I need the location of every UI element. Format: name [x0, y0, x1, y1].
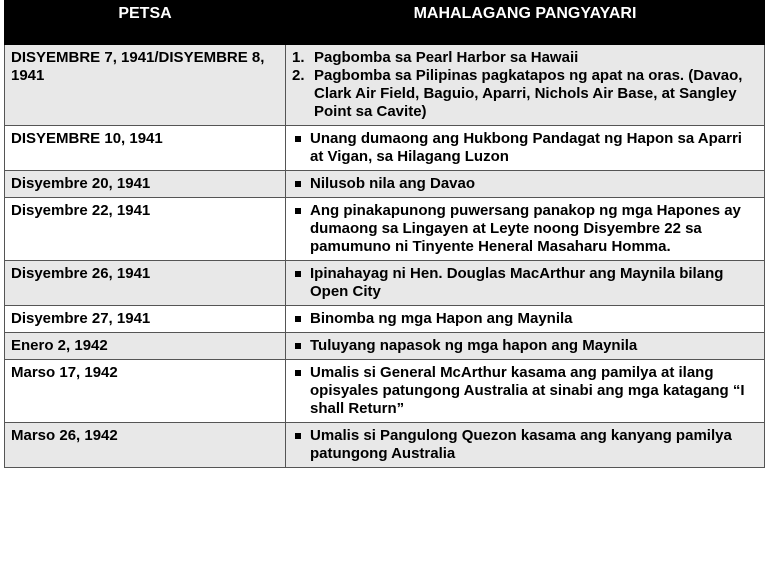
event-text: Ang pinakapunong puwersang panakop ng mga Hapones ay dumaong sa Lingayen at Leyte noong Disyembre 22 sa pamumuno ni Tinyente Heneral Masaharu Homma.	[310, 202, 741, 255]
event-text: Binomba ng mga Hapon ang Maynila	[310, 310, 573, 327]
event-item	[292, 202, 759, 256]
date-cell: Disyembre 20, 1941	[5, 171, 286, 198]
table-row	[5, 360, 765, 423]
event-list	[292, 202, 759, 256]
event-item	[292, 130, 759, 166]
event-list	[292, 337, 759, 355]
event-list	[292, 130, 759, 166]
event-item	[292, 67, 759, 121]
event-text: Pagbomba sa Pilipinas pagkatapos ng apat na oras. (Davao, Clark Air Field, Baguio, Aparri, Nichols Air Base, at Sangley Point sa Cavite)	[314, 67, 743, 120]
event-list	[292, 427, 759, 463]
table-row	[5, 333, 765, 360]
event-item	[292, 364, 759, 418]
event-cell	[286, 333, 765, 360]
event-cell	[286, 45, 765, 126]
event-cell	[286, 306, 765, 333]
event-text: Unang dumaong ang Hukbong Pandagat ng Hapon sa Aparri at Vigan, sa Hilagang Luzon	[310, 130, 742, 165]
date-cell: Marso 26, 1942	[5, 423, 286, 468]
event-item	[292, 427, 759, 463]
event-list	[292, 265, 759, 301]
table-row	[5, 45, 765, 126]
header-event: MAHALAGANG PANGYAYARI	[286, 1, 765, 45]
event-text: Pagbomba sa Pearl Harbor sa Hawaii	[314, 49, 579, 66]
table-row	[5, 198, 765, 261]
event-number: 1.	[292, 49, 305, 66]
event-cell	[286, 360, 765, 423]
table-row	[5, 126, 765, 171]
date-cell: Disyembre 22, 1941	[5, 198, 286, 261]
date-cell: Marso 17, 1942	[5, 360, 286, 423]
table-row	[5, 261, 765, 306]
event-list	[292, 364, 759, 418]
table-header	[5, 1, 765, 45]
event-list	[292, 175, 759, 193]
header-row	[5, 1, 765, 45]
date-cell: Enero 2, 1942	[5, 333, 286, 360]
event-cell	[286, 171, 765, 198]
event-text: Umalis si Pangulong Quezon kasama ang kanyang pamilya patungong Australia	[310, 427, 732, 462]
event-item	[292, 49, 759, 67]
event-item	[292, 175, 759, 193]
event-cell	[286, 423, 765, 468]
date-cell: DISYEMBRE 7, 1941/DISYEMBRE 8, 1941	[5, 45, 286, 126]
event-text: Ipinahayag ni Hen. Douglas MacArthur ang Maynila bilang Open City	[310, 265, 724, 300]
event-number: 2.	[292, 67, 305, 84]
date-cell: DISYEMBRE 10, 1941	[5, 126, 286, 171]
table-row	[5, 306, 765, 333]
event-cell	[286, 261, 765, 306]
event-item	[292, 337, 759, 355]
table-row	[5, 423, 765, 468]
timeline-table	[4, 0, 765, 468]
table-row	[5, 171, 765, 198]
event-list	[292, 49, 759, 121]
event-cell	[286, 198, 765, 261]
event-list	[292, 310, 759, 328]
event-text: Umalis si General McArthur kasama ang pamilya at ilang opisyales patungong Australia at sinabi ang mga katagang “I shall Return”	[310, 364, 745, 417]
event-item	[292, 310, 759, 328]
event-text: Tuluyang napasok ng mga hapon ang Maynila	[310, 337, 638, 354]
header-date: PETSA	[5, 1, 286, 45]
event-text: Nilusob nila ang Davao	[310, 175, 476, 192]
event-cell	[286, 126, 765, 171]
date-cell: Disyembre 26, 1941	[5, 261, 286, 306]
table-body	[5, 45, 765, 468]
event-item	[292, 265, 759, 301]
date-cell: Disyembre 27, 1941	[5, 306, 286, 333]
